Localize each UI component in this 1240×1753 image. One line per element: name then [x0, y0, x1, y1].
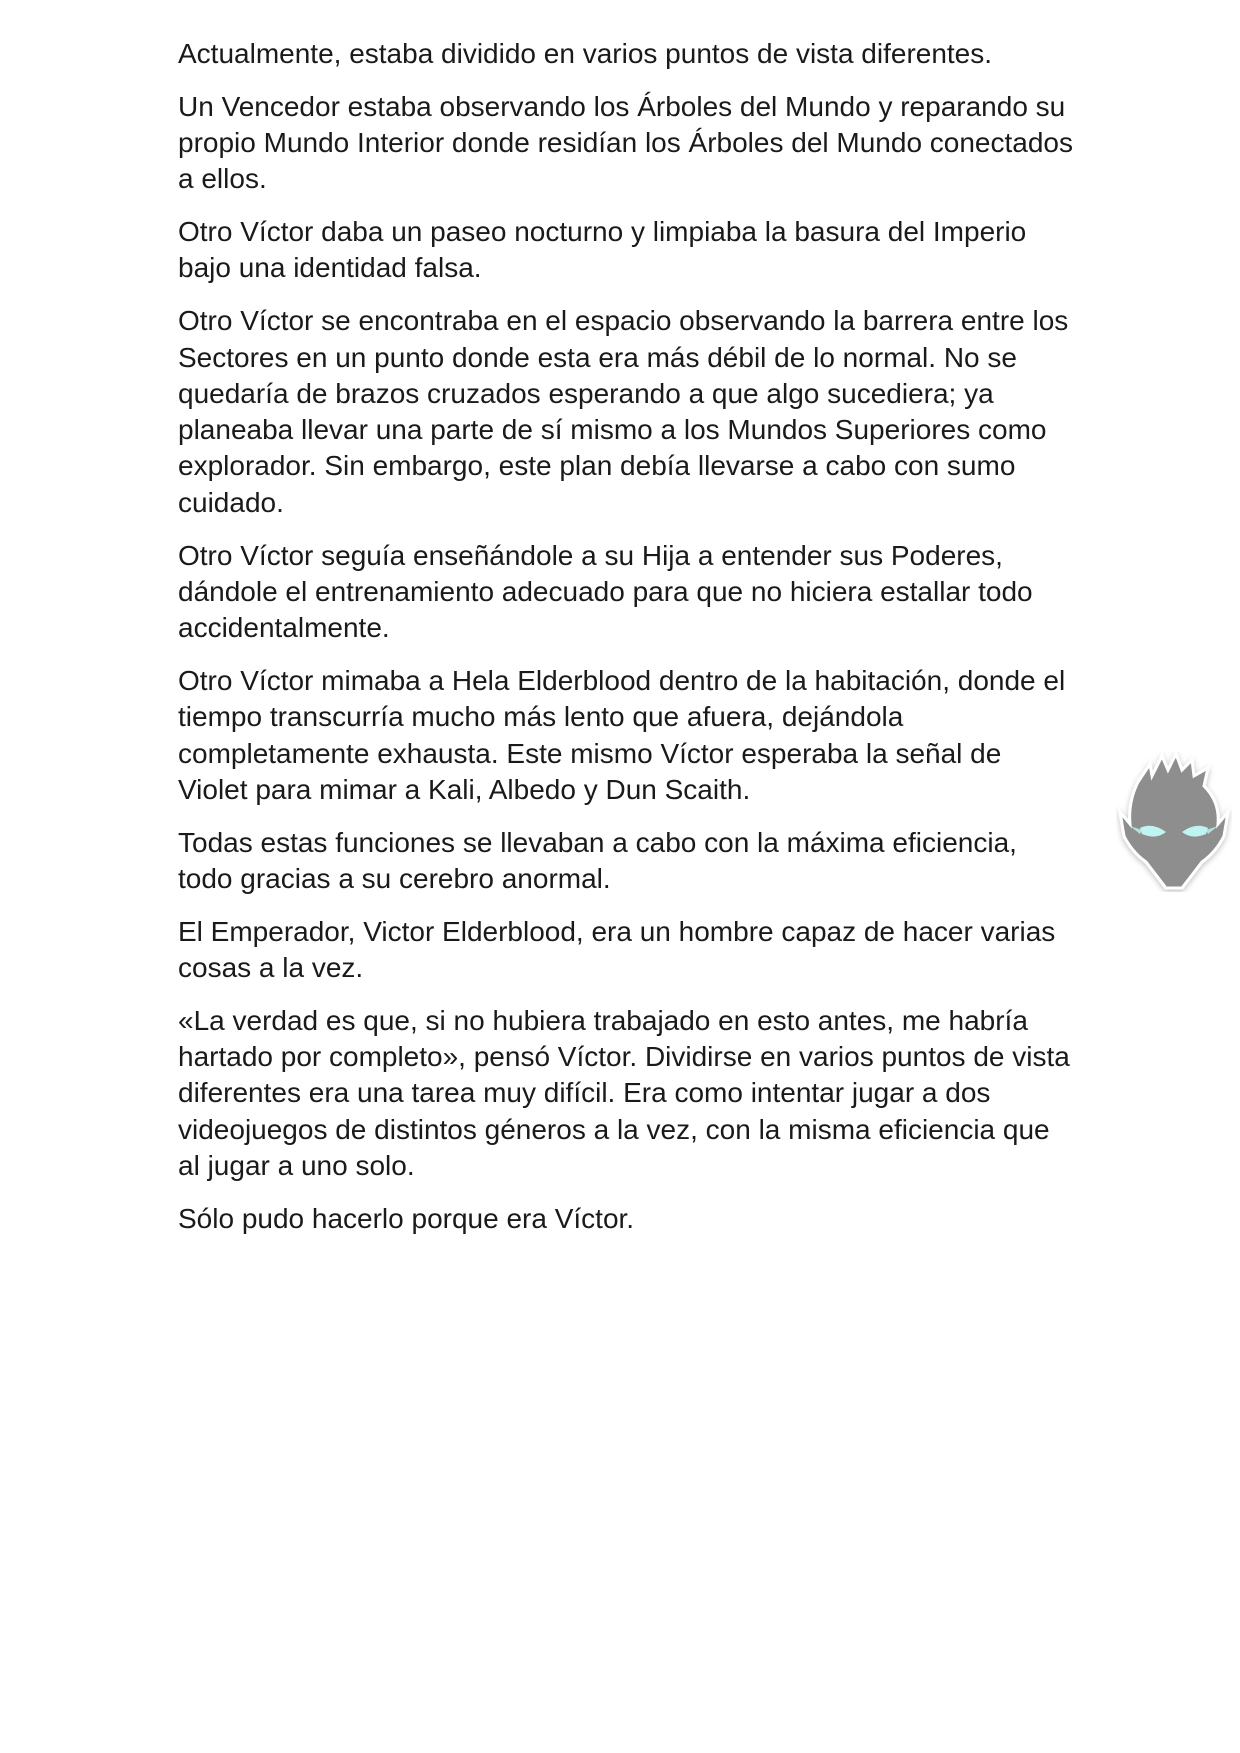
- paragraph-3: Otro Víctor daba un paseo nocturno y limpiaba la basura del Imperio bajo una identidad falsa.: [178, 216, 1027, 284]
- document-body: [178, 36, 1078, 1254]
- paragraph-6: Otro Víctor mimaba a Hela Elderblood dentro de la habitación, donde el tiempo transcurría mucho más lento que afuera, dejándola completamente exhausta. Este mismo Víctor esperaba la señal de Violet para mimar a Kali, Albedo y Dun Scaith.: [178, 664, 1066, 805]
- paragraph-5: Otro Víctor seguía enseñándole a su Hija a entender sus Poderes, dándole el entrenamiento adecuado para que no hiciera estallar todo accidentalmente.: [178, 539, 1033, 644]
- paragraph-9: «La verdad es que, si no hubiera trabajado en esto antes, me habría hartado por completo», pensó Víctor. Dividirse en varios puntos de vista diferentes era una tarea muy difícil. Era como intentar jugar a dos videojuegos de distintos géneros a la vez, con la misma eficiencia que al jugar a uno solo.: [178, 1004, 1070, 1182]
- paragraph-4: Otro Víctor se encontraba en el espacio observando la barrera entre los Sectores en un punto donde esta era más débil de lo normal. No se quedaría de brazos cruzados esperando a que algo sucediera; ya planeaba llevar una parte de sí mismo a los Mundos Superiores como explorador. Sin embargo, este plan debía llevarse a cabo con sumo cuidado.: [178, 305, 1069, 518]
- paragraph-7: Todas estas funciones se llevaban a cabo con la máxima eficiencia, todo gracias a su cerebro anormal.: [178, 826, 1017, 894]
- demon-head-icon: [1116, 752, 1232, 892]
- paragraph-1: Actualmente, estaba dividido en varios puntos de vista diferentes.: [178, 38, 993, 69]
- paragraph-10: Sólo pudo hacerlo porque era Víctor.: [178, 1202, 635, 1234]
- paragraph-8: El Emperador, Victor Elderblood, era un hombre capaz de hacer varias cosas a la vez.: [178, 915, 1056, 984]
- paragraph-2: Un Vencedor estaba observando los Árboles del Mundo y reparando su propio Mundo Interior donde residían los Árboles del Mundo conectados a ellos.: [178, 90, 1074, 195]
